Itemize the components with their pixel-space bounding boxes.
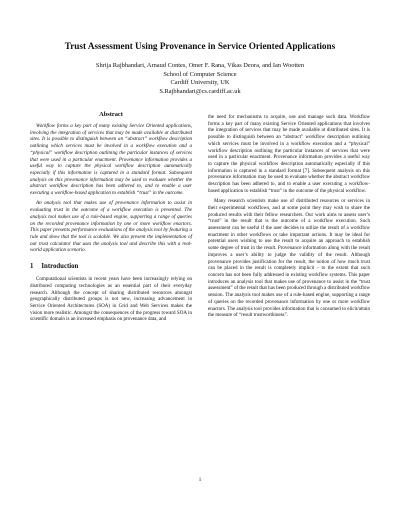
- author-school: School of Computer Science: [163, 70, 237, 78]
- abstract-heading: Abstract: [99, 111, 123, 118]
- abstract-body: [30, 123, 192, 254]
- body-paragraph: Many research scientists make use of distributed resources or services in their experimental workflows, and at some point they may wish to share the produced results with their fellow researchers. Our work aims to assess user’s “trust” in the result that is the outcome of a workflow execution. Such assessment can be useful if the user decides to utilize the result of a workflow enactment in other workflows or take important actions. It may be ideal for potential users wishing to use the result to acquire an approach to establish some degree of trust in the result. Provenance information along with the result improves a user’s ability to judge the validity of the result. Although provenance provides justification for the result, the notion of how much trust can be placed in the result is completely implicit – to the extent that such concern has not been fully addressed in existing workflow systems. This paper introduces an analysis tool that makes use of provenance to assist in the “trust assessment” of the result that has been produced through a distributed workflow session. The analysis tool makes use of a rule-based engine, supporting a range of queries on the recorded provenance information by one or more workflow enactors. The analysis tool provides information that is consumed to elicit/attain the measure of “result trustworthiness”.: [208, 198, 370, 319]
- body-paragraph: Computational scientists in recent years have been increasingly relying on distributed computing technologies as an essential part of their everyday research. Although the concept of sharing distributed resources amongst geographically distributed groups is not new, increasing advancement in Service Oriented Architectures (SOA) in Grid and Web Services makes the vision more realistic. Amongst the consequences of the progress toward SOA in scientific domain is an increased emphasis on provenance data, and: [30, 276, 192, 323]
- right-column: [208, 114, 370, 323]
- section-number: 1: [30, 263, 34, 271]
- body-paragraph: the need for mechanisms to acquire, use and manage such data. Workflow forms a key part of many existing Service Oriented applications that involves the integration of services that may be made available at distributed sites. It is possible to distinguish between an “abstract” workflow description outlining which services must be involved in a workflow execution and a “physical” workflow description outlining the particular instances of services that were used in a particular enactment. Provenance information provides a useful way to capture the physical workflow description automatically especially if this information is captured in a standard format [7]. Subsequent analysis on this provenance information may be used to evaluate whether the abstract workflow description has been adhered to, and to enable a user executing a workflow-based application to establish “trust” in the outcome of the physical workflow.: [208, 114, 370, 194]
- section-title: Introduction: [41, 263, 79, 271]
- page-number: 1: [198, 477, 202, 483]
- author-names: Shrija Rajbhandari, Arnaud Contes, Omer F. Rana, Vikas Deora, and Ian Wootten: [95, 62, 305, 69]
- author-email: S.Rajbhandari@cs.cardiff.ac.uk: [159, 87, 241, 95]
- abstract-paragraph: An analysis tool that makes use of provenance information to assist in evaluating trust in the outcome of a workflow execution is presented. The analysis tool makes use of a rule-based engine, supporting a range of queries on the recorded provenance information by one or more workflow enactors. This paper presents performance evaluations of the analysis tool by featuring a rule and show that the tool is scalable. We also present the implementation of our trust calculator that uses the analysis tool and describe this with a real-world application scenario.: [30, 200, 192, 254]
- author-university: Cardiff University, UK: [170, 79, 230, 87]
- author-block: [20, 62, 380, 96]
- left-column: [30, 110, 192, 327]
- section-heading-introduction: [30, 262, 192, 271]
- paper-title: Trust Assessment Using Provenance in Service Oriented Applications: [64, 41, 336, 51]
- abstract-paragraph: Workflow forms a key part of many existing Service Oriented applications, involving the integration of services that may be made available at distributed sites. It is possible to distinguish between an “abstract” workflow description outlining which services must be involved in a workflow execution and a “physical” workflow description outlining the particular instances of services that were used in a particular enactment. Provenance information provides a useful way to capture the physical workflow description automatically especially if this information is captured in a standard format. Subsequent analysis on this provenance information may be used to evaluate whether the abstract workflow description has been adhered to, and to enable a user executing a workflow-based application to establish “trust” in the outcome.: [30, 123, 192, 197]
